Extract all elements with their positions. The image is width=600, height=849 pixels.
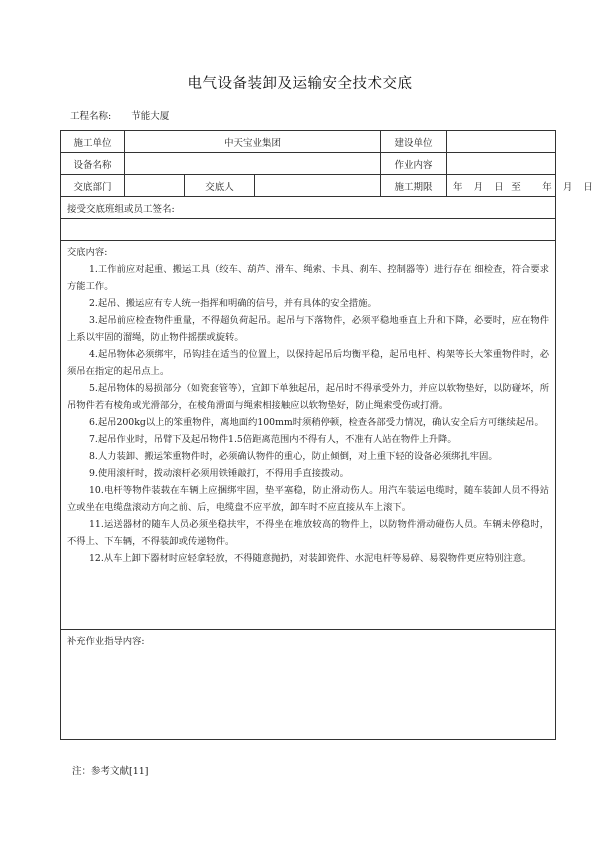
receiver-signature-field[interactable]	[61, 219, 556, 241]
construction-unit-value[interactable]: 中天宝业集团	[125, 131, 381, 153]
briefing-dept-label: 交底部门	[61, 175, 125, 197]
period-value[interactable]: 年 月 日 至 年 月 日	[447, 175, 556, 197]
project-value: 节能大厦	[131, 111, 170, 122]
content-label: 交底内容:	[67, 247, 108, 258]
equipment-name-label: 设备名称	[61, 153, 125, 175]
page-title: 电气设备装卸及运输安全技术交底	[187, 76, 413, 92]
briefing-person-label: 交底人	[185, 175, 255, 197]
content-item: 11.运送器材的随车人员必须坐稳扶牢，不得坐在堆放较高的物件上，以防物件滑动碰伤人员。车辆未停稳时，不得上、下车辆，不得装卸或传递物件。	[67, 519, 550, 547]
content-item: 8.人力装卸、搬运笨重物件时，必须确认物件的重心，防止倾倒，对上重下轻的设备必须绑扎牢固。	[89, 451, 498, 462]
content-item: 3.起吊前应检查物件重量，不得超负荷起吊。起吊与下落物件，必须平稳地垂直上升和下降，必要时，应在物件上系以牢固的溜绳，防止物件摇摆或旋转。	[67, 315, 550, 343]
content-item: 12.从车上卸下器材时应轻拿轻放，不得随意抛扔，对装卸瓷件、水泥电杆等易碎、易裂物件更应特别注意。	[89, 553, 532, 564]
content-item: 7.起吊作业时，吊臂下及起吊物件1.5倍距离范围内不得有人，不准有人站在物件上升降。	[89, 434, 457, 445]
briefing-form	[60, 130, 594, 740]
row-equipment	[61, 153, 556, 175]
content-item: 1.工作前应对起重、搬运工具（绞车、葫芦、滑车、绳索、卡具、刹车、控制器等）进行存在 细检查，符合要求方能工作。	[67, 264, 550, 292]
receiver-label: 接受交底班组或员工签名:	[61, 197, 556, 219]
project-line	[70, 108, 169, 122]
footnote: 注：参考文献[11]	[72, 766, 149, 777]
content-item: 6.起吊200kg以上的笨重物件，离地面约100mm时须稍停顿，检查各部受力情况，确认安全后方可继续起吊。	[89, 417, 544, 428]
content-item: 9.使用滚杆时，拨动滚杆必须用铁锤敲打，不得用手直接拨动。	[89, 468, 349, 479]
period-label: 施工期限	[381, 175, 447, 197]
content-cell	[61, 241, 556, 630]
row-blank	[61, 219, 556, 241]
building-unit-value[interactable]	[447, 131, 556, 153]
content-item: 5.起吊物体的易损部分（如瓷套管等），宜卸下单独起吊，起吊时不得承受外力，并应以软物垫好，以防碰坏，所吊物件若有棱角或光滑部分，在棱角滑面与绳索相接触应以软物垫好，防止绳索受伤或打滑。	[67, 383, 550, 411]
project-label: 工程名称:	[70, 111, 112, 122]
row-supplement	[61, 630, 556, 740]
content-item: 10.电杆等物件装载在车辆上应捆绑牢固，垫平塞稳，防止滑动伤人。用汽车装运电缆时，随车装卸人员不得站立或坐在电缆盘滚动方向之前、后，电缆盘不应平放，卸车时不应直接从车上滚下。	[67, 485, 550, 513]
row-receiver	[61, 197, 556, 219]
supplement-cell[interactable]	[61, 630, 556, 740]
row-content	[61, 241, 556, 630]
row-briefing	[61, 175, 556, 197]
work-content-value[interactable]	[447, 153, 556, 175]
content-item: 2.起吊、搬运应有专人统一指挥和明确的信号，并有具体的安全措施。	[89, 298, 377, 309]
briefing-person-value[interactable]	[255, 175, 381, 197]
construction-unit-label: 施工单位	[61, 131, 125, 153]
briefing-dept-value[interactable]	[125, 175, 185, 197]
equipment-name-value[interactable]	[125, 153, 381, 175]
content-item: 4.起吊物体必须绑牢，吊钩挂在适当的位置上，以保持起吊后均衡平稳，起吊电杆、构架等长大笨重物件时，必须吊在指定的起吊点上。	[67, 349, 550, 377]
row-units	[61, 131, 556, 153]
work-content-label: 作业内容	[381, 153, 447, 175]
supplement-label: 补充作业指导内容:	[67, 636, 145, 647]
building-unit-label: 建设单位	[381, 131, 447, 153]
